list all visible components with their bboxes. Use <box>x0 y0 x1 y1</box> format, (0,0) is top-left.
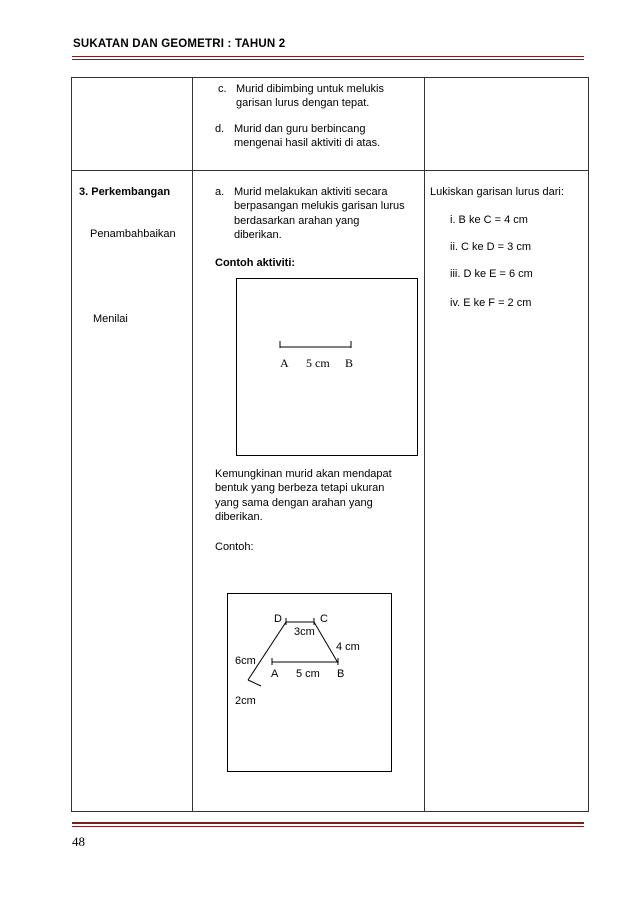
note-line2: bentuk yang berbeza tetapi ukuran <box>215 482 385 494</box>
shape-label-ef-length: 2cm <box>235 695 256 707</box>
task-item-1: i. B ke C = 4 cm <box>450 214 528 226</box>
stage-sub-assess: Menilai <box>93 313 128 325</box>
contoh-label: Contoh: <box>215 541 254 553</box>
note-line1: Kemungkinan murid akan mendapat <box>215 468 392 480</box>
page-header-title: SUKATAN DAN GEOMETRI : TAHUN 2 <box>73 38 286 50</box>
column-divider-1 <box>192 77 193 811</box>
row-divider <box>71 170 588 171</box>
label-a: A <box>280 356 289 370</box>
stage-title: 3. Perkembangan <box>79 186 171 198</box>
shape-label-a: A <box>271 668 279 680</box>
shape-label-c: C <box>320 613 328 625</box>
step-a-marker: a. <box>215 186 225 198</box>
example-box-line-ab <box>236 278 418 456</box>
shape-label-cb-length: 4 cm <box>336 641 360 653</box>
segment-de <box>248 622 286 680</box>
segment-cb <box>314 622 338 663</box>
header-rule-thin <box>72 59 584 60</box>
step-d-line1: Murid dan guru berbincang <box>234 123 366 135</box>
example-title: Contoh aktiviti: <box>215 257 296 269</box>
shape-drawing <box>228 594 391 771</box>
task-item-2: ii. C ke D = 3 cm <box>450 241 531 253</box>
step-c-line1: Murid dibimbing untuk melukis <box>236 83 384 95</box>
footer-rule-thin <box>72 826 584 827</box>
step-a-line1: Murid melakukan aktiviti secara <box>234 186 388 198</box>
task-item-3: iii. D ke E = 6 cm <box>450 268 533 280</box>
note-line3: yang sama dengan arahan yang <box>215 497 373 509</box>
task-title: Lukiskan garisan lurus dari: <box>430 186 564 198</box>
step-d-line2: mengenai hasil aktiviti di atas. <box>234 137 381 149</box>
shape-label-ab-length: 5 cm <box>296 668 320 680</box>
step-a-line4: diberikan. <box>234 229 282 241</box>
shape-label-d: D <box>274 613 282 625</box>
segment-ef <box>248 680 261 686</box>
shape-label-de-length: 6cm <box>235 655 256 667</box>
page-number: 48 <box>72 834 85 849</box>
note-line4: diberikan. <box>215 511 263 523</box>
label-b: B <box>345 356 354 370</box>
header-rule <box>72 56 584 57</box>
column-divider-2 <box>424 77 425 811</box>
stage-sub-improvement: Penambahbaikan <box>90 228 176 240</box>
shape-label-dc-length: 3cm <box>294 626 315 638</box>
step-c-line2: garisan lurus dengan tepat. <box>236 97 370 109</box>
step-a-line2: berpasangan melukis garisan lurus <box>234 200 405 212</box>
shape-label-b: B <box>337 668 345 680</box>
step-c-marker: c. <box>218 83 227 95</box>
step-a-line3: berdasarkan arahan yang <box>234 215 360 227</box>
step-d-marker: d. <box>215 123 225 135</box>
label-length: 5 cm <box>306 356 330 370</box>
example-box-shape <box>227 593 392 772</box>
task-item-4: iv. E ke F = 2 cm <box>450 297 532 309</box>
footer-rule <box>72 822 584 824</box>
